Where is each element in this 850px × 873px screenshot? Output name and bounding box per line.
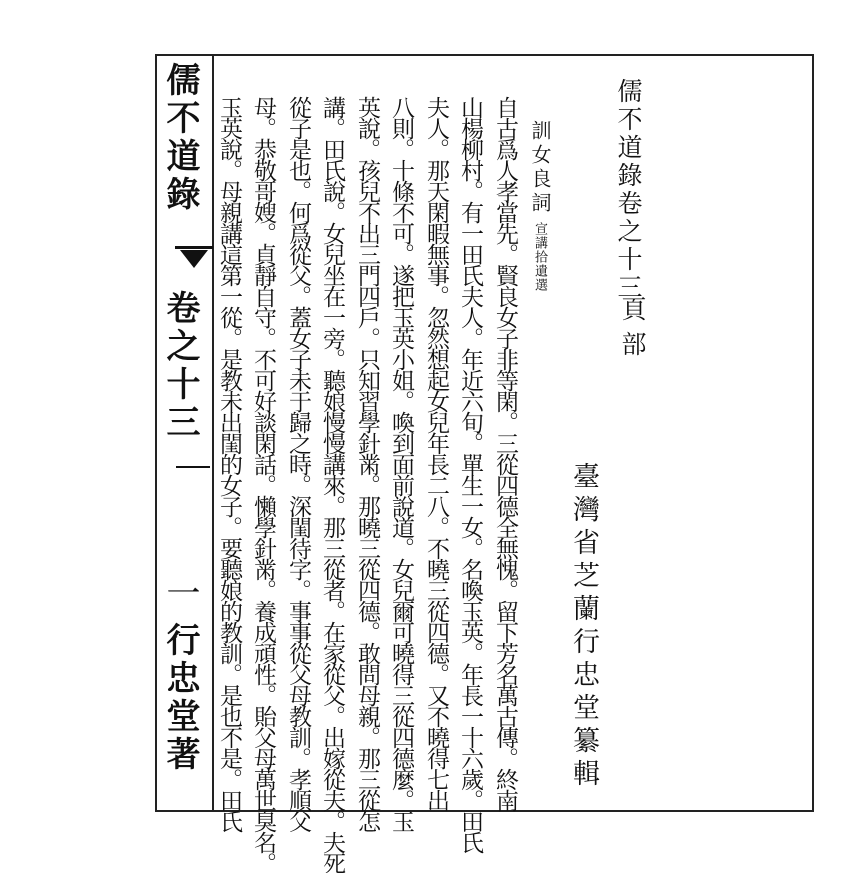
book-title: 儒不道錄卷之十三 (614, 78, 643, 302)
body-column: 英說。孩兒不出三門四戶。只知習學針黹。那曉三從四德。敢問母親。那三從怎 (354, 96, 380, 831)
category-label: 頁部 (618, 296, 647, 366)
fishtail-bar (175, 246, 213, 249)
section-title: 訓女良詞 (528, 120, 552, 216)
body-column: 自古爲人孝當先。賢良女子非等閑。三從四德全無愧。留下芳名萬古傳。終南 (492, 96, 518, 810)
spine-divider-rule (212, 54, 214, 812)
fishtail-mark-icon (180, 250, 208, 268)
body-column: 母。恭敬哥嫂。貞靜自守。不可好談閑話。懶學針黹。養成頑性。貽父母萬世臭名。 (250, 96, 276, 873)
body-column: 八則。十條不可。遂把玉英小姐。喚到面前說道。女兒爾可曉得三從四德麼。玉 (388, 96, 414, 831)
spine-publisher: 行忠堂著 (160, 622, 200, 774)
frame-left-rule (155, 54, 157, 812)
compiler-line: 臺灣省芝蘭行忠堂纂輯 (568, 462, 599, 792)
spine-divider-dash (176, 466, 210, 468)
spine-volume: 卷之十三 (160, 290, 200, 442)
spine-page-number: 一 (160, 575, 200, 613)
body-column: 講。田氏說。女兒坐在一旁。聽娘慢慢講來。那三從者。在家從父。出嫁從夫。夫死 (319, 96, 345, 873)
body-column: 夫人。那天閑暇無事。忽然想起女兒年長二八。不曉三從四德。又不曉得七出 (423, 96, 449, 810)
spine-title: 儒不道錄 (160, 62, 200, 214)
section-note: 宣講拾遺選 (532, 222, 547, 292)
body-column: 山楊柳村。有一田氏夫人。年近六旬。單生一女。名喚玉英。年長一十六歲。田氏 (457, 96, 483, 852)
body-column: 從子是也。何爲從父。蓋女子未于歸之時。深閨待字。事事從父母教訓。孝順父 (285, 96, 311, 831)
frame-top-rule (155, 54, 813, 56)
body-column: 玉英說。母親講這第一從。是教未出閨的女子。要聽娘的教訓。是也不是。田氏 (216, 96, 242, 831)
frame-right-rule (812, 54, 814, 812)
